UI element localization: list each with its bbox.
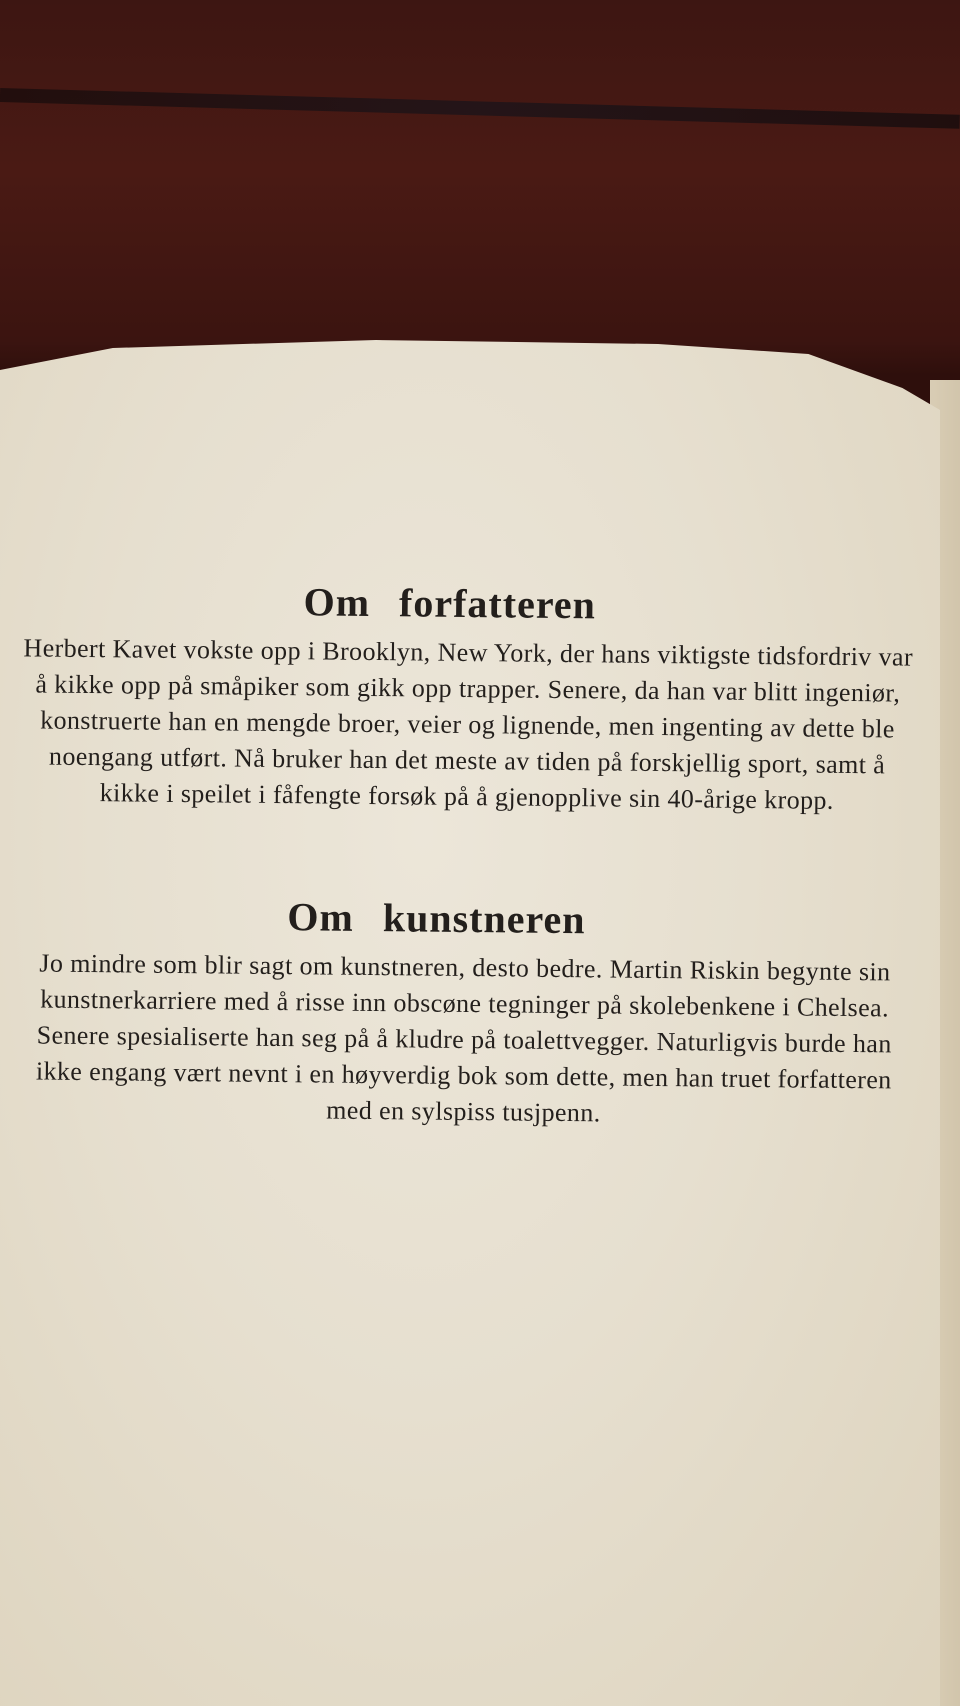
author-section — [0, 575, 940, 820]
artist-paragraph: Jo mindre som blir sagt om kunstneren, desto bedre. Martin Riskin begynte sin kunstnerkarriere med å risse inn obscøne tegninger på skolebenkene i Chelsea. Senere spesialiserte han seg på å kludre på toalettvegger. Naturligvis burde han ikke engang vært nevnt i en høyverdig bok som dette, men han truet forfatteren med en sylspiss tusjpenn. — [35, 948, 892, 1128]
artist-heading: Om kunstneren — [287, 894, 586, 943]
artist-section — [0, 890, 937, 1135]
author-paragraph: Herbert Kavet vokste opp i Brooklyn, New York, der hans viktigste tidsfordriv var å kikke opp på småpiker som gikk opp trapper. Senere, da han var blitt ingeniør, konstruerte han en mengde broer, veier og lignende, men ingenting av dette ble noengang utført. Nå bruker han det meste av tiden på forskjellig sport, samt å kikke i speilet i fåfengte forsøk på å gjenopplive sin 40-årige kropp. — [23, 633, 914, 815]
page-content — [0, 575, 940, 1135]
book-cover-edge — [0, 88, 960, 129]
section-spacer — [0, 810, 938, 900]
author-heading: Om forfatteren — [303, 579, 597, 628]
